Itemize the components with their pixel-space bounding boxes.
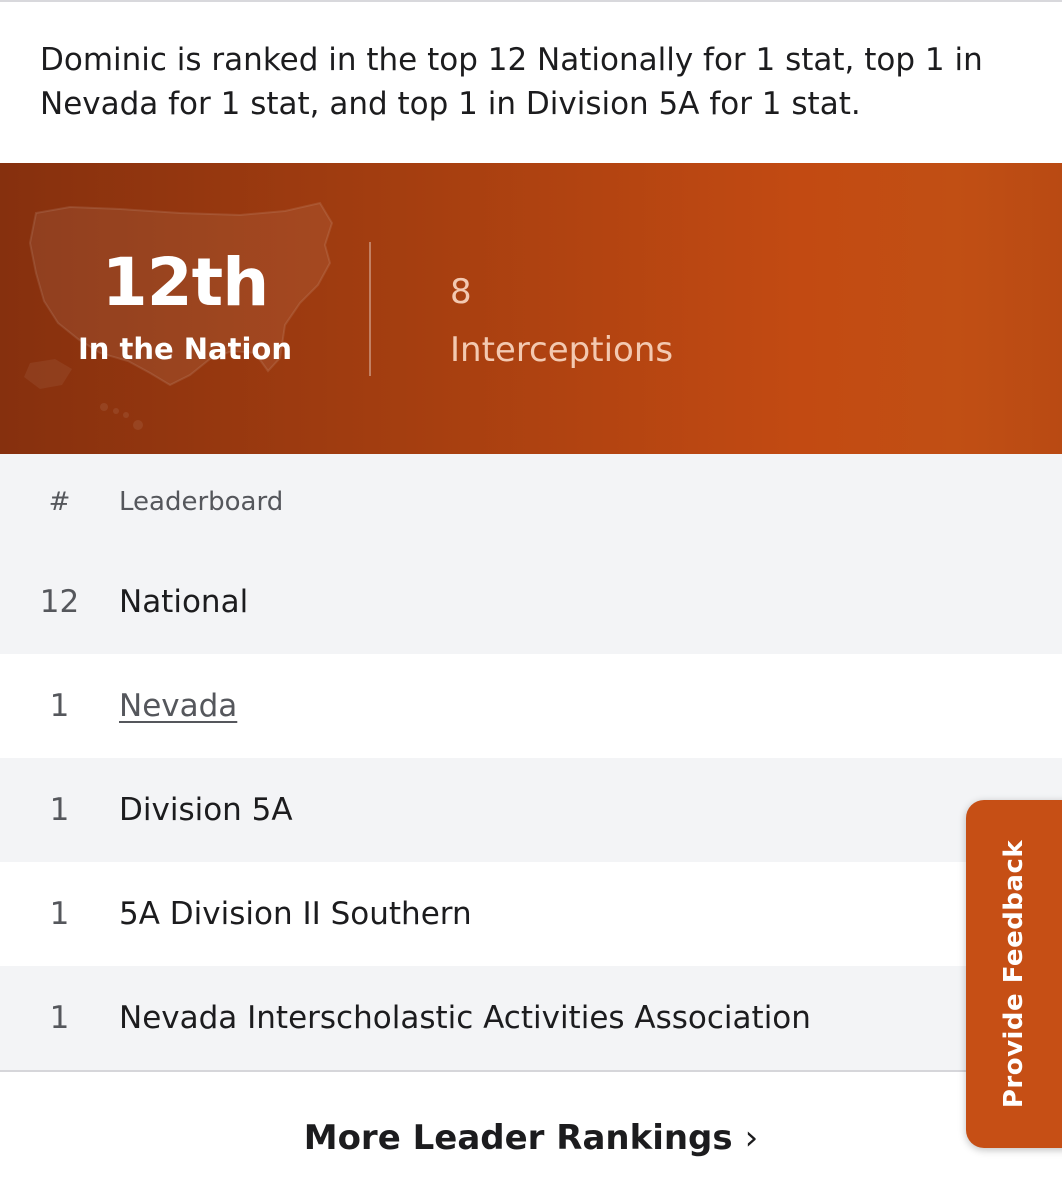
table-row (0, 550, 1062, 654)
table-bottom-divider (0, 1070, 1062, 1072)
table-row (0, 862, 1062, 966)
provide-feedback-label: Provide Feedback (999, 839, 1029, 1109)
header-rank: # (48, 487, 71, 517)
row-rank: 1 (49, 896, 70, 932)
more-leader-rankings-label: More Leader Rankings (303, 1118, 733, 1158)
top-divider (0, 0, 1062, 4)
banner-divider (369, 242, 371, 376)
row-rank: 1 (49, 792, 70, 828)
national-rank-value: 12th (101, 244, 269, 321)
stat-summary (450, 269, 673, 373)
leaderboard-table (0, 454, 1062, 1070)
row-rank: 12 (39, 584, 80, 620)
table-row (0, 758, 1062, 862)
provide-feedback-button[interactable] (966, 800, 1062, 1148)
national-rank-label: In the Nation (77, 332, 293, 366)
leaderboard-header (0, 454, 1062, 550)
nevada-leaderboard-link[interactable]: Nevada (119, 688, 238, 724)
national-rank (40, 243, 330, 369)
national-rank-banner (0, 163, 1062, 454)
row-rank: 1 (49, 688, 70, 724)
row-leaderboard-name: Nevada Interscholastic Activities Association (119, 1000, 811, 1036)
row-leaderboard-name: National (119, 584, 249, 620)
stat-value: 8 (450, 272, 472, 312)
table-row (0, 966, 1062, 1070)
more-leader-rankings-link[interactable] (0, 1110, 1062, 1166)
ranking-summary: Dominic is ranked in the top 12 Nationally for 1 stat, top 1 in Nevada for 1 stat, and top 1 in Division 5A for 1 stat. (40, 42, 983, 122)
header-leaderboard: Leaderboard (119, 487, 284, 517)
table-row (0, 654, 1062, 758)
stat-label: Interceptions (450, 330, 674, 370)
row-leaderboard-name: 5A Division II Southern (119, 896, 472, 932)
row-rank: 1 (49, 1000, 70, 1036)
leaderboard-body (0, 550, 1062, 1070)
row-leaderboard-name: Division 5A (119, 792, 293, 828)
chevron-right-icon: › (744, 1118, 759, 1158)
